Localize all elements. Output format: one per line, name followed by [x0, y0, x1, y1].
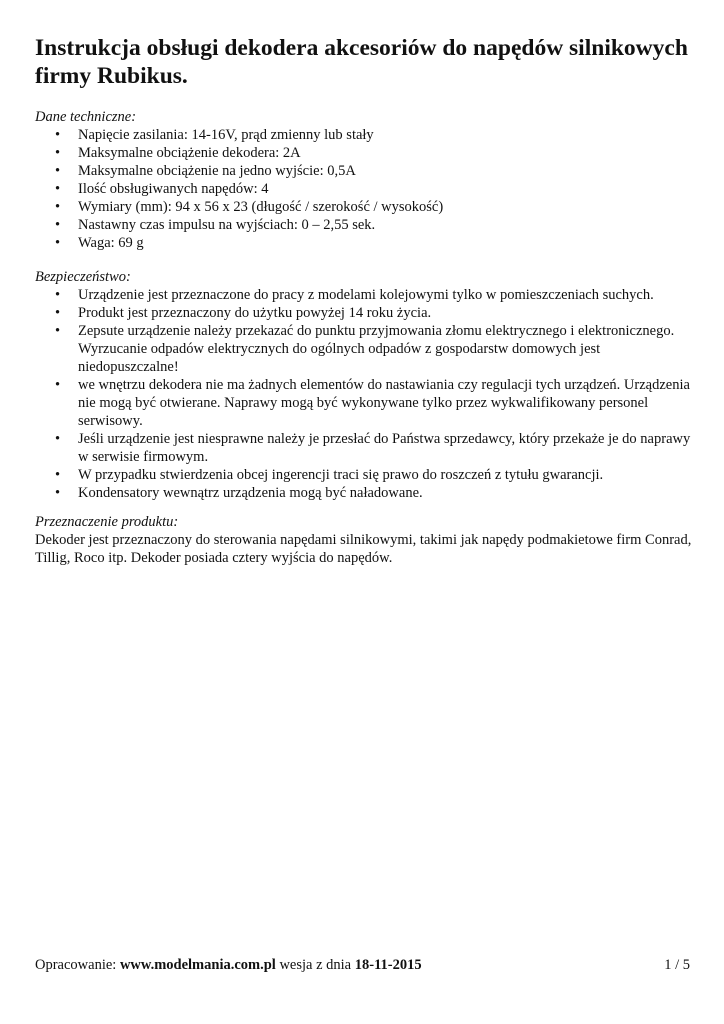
list-item: [35, 144, 695, 162]
bullet-icon: •: [55, 127, 61, 143]
bullet-icon: •: [55, 305, 61, 321]
bullet-icon: •: [55, 323, 61, 339]
list-item-text: Wymiary (mm): 94 x 56 x 23 (długość / szerokość / wysokość): [78, 199, 444, 215]
list-item-text: Produkt jest przeznaczony do użytku powyżej 14 roku życia.: [78, 305, 432, 321]
list-item-text: Maksymalne obciążenie dekodera: 2A: [78, 145, 301, 161]
technical-heading: Dane techniczne:: [35, 109, 137, 125]
bullet-icon: •: [55, 235, 61, 251]
bullet-icon: •: [55, 145, 61, 161]
technical-section: [35, 108, 695, 252]
purpose-heading: Przeznaczenie produktu:: [35, 514, 179, 530]
bullet-icon: •: [55, 467, 61, 483]
technical-list: [35, 126, 695, 252]
list-item: [35, 126, 695, 144]
bullet-icon: •: [55, 377, 61, 393]
list-item: [35, 216, 695, 234]
list-item: [35, 376, 695, 430]
list-item-text: we wnętrzu dekodera nie ma żadnych elementów do nastawiania czy regulacji tych urządzeń. Urządzenia nie mogą być otwierane. Naprawy mogą być wykonywane tylko przez wykwalifikowany personel serwisowy.: [78, 377, 690, 429]
bullet-icon: •: [55, 181, 61, 197]
purpose-section: [35, 513, 695, 567]
list-item-text: Waga: 69 g: [78, 235, 144, 251]
list-item-text: Jeśli urządzenie jest niesprawne należy je przesłać do Państwa sprzedawcy, który przekaże je do naprawy w serwisie firmowym.: [78, 431, 691, 465]
list-item-text: W przypadku stwierdzenia obcej ingerencji traci się prawo do roszczeń z tytułu gwarancji.: [78, 467, 604, 483]
document-title: Instrukcja obsługi dekodera akcesoriów do napędów silnikowych firmy Rubikus.: [35, 35, 688, 89]
list-item-text: Zepsute urządzenie należy przekazać do punktu przyjmowania złomu elektrycznego i elektronicznego. Wyrzucanie odpadów elektrycznych do ogólnych odpadów z gospodarstw domowych jest niedopuszczalne!: [78, 323, 675, 375]
safety-heading: Bezpieczeństwo:: [35, 269, 131, 285]
list-item-text: Ilość obsługiwanych napędów: 4: [78, 181, 269, 197]
list-item: [35, 234, 695, 252]
page-number: 1 / 5: [664, 957, 690, 973]
footer-date: 18-11-2015: [354, 957, 422, 973]
page-footer: [35, 956, 690, 974]
list-item-text: Napięcie zasilania: 14-16V, prąd zmienny lub stały: [78, 127, 374, 143]
list-item-text: Maksymalne obciążenie na jedno wyjście: 0,5A: [78, 163, 356, 179]
bullet-icon: •: [55, 431, 61, 447]
safety-section: [35, 268, 695, 502]
list-item: [35, 484, 695, 502]
footer-prefix: Opracowanie:: [35, 957, 120, 973]
bullet-icon: •: [55, 163, 61, 179]
list-item: [35, 466, 695, 484]
list-item: [35, 430, 695, 466]
list-item: [35, 304, 695, 322]
list-item-text: Urządzenie jest przeznaczone do pracy z modelami kolejowymi tylko w pomieszczeniach suchych.: [78, 287, 654, 303]
list-item: [35, 162, 695, 180]
footer-middle: wesja z dnia: [275, 957, 355, 973]
list-item-text: Kondensatory wewnątrz urządzenia mogą być naładowane.: [78, 485, 423, 501]
bullet-icon: •: [55, 287, 61, 303]
list-item: [35, 180, 695, 198]
bullet-icon: •: [55, 217, 61, 233]
list-item-text: Nastawny czas impulsu na wyjściach: 0 – 2,55 sek.: [78, 217, 376, 233]
safety-list: [35, 286, 695, 502]
bullet-icon: •: [55, 199, 61, 215]
footer-site-link[interactable]: www.modelmania.com.pl: [119, 957, 276, 973]
list-item: [35, 286, 695, 304]
purpose-text: Dekoder jest przeznaczony do sterowania napędami silnikowymi, takimi jak napędy podmakietowe firm Conrad, Tillig, Roco itp. Dekoder posiada cztery wyjścia do napędów.: [35, 532, 692, 566]
list-item: [35, 322, 695, 376]
list-item: [35, 198, 695, 216]
bullet-icon: •: [55, 485, 61, 501]
